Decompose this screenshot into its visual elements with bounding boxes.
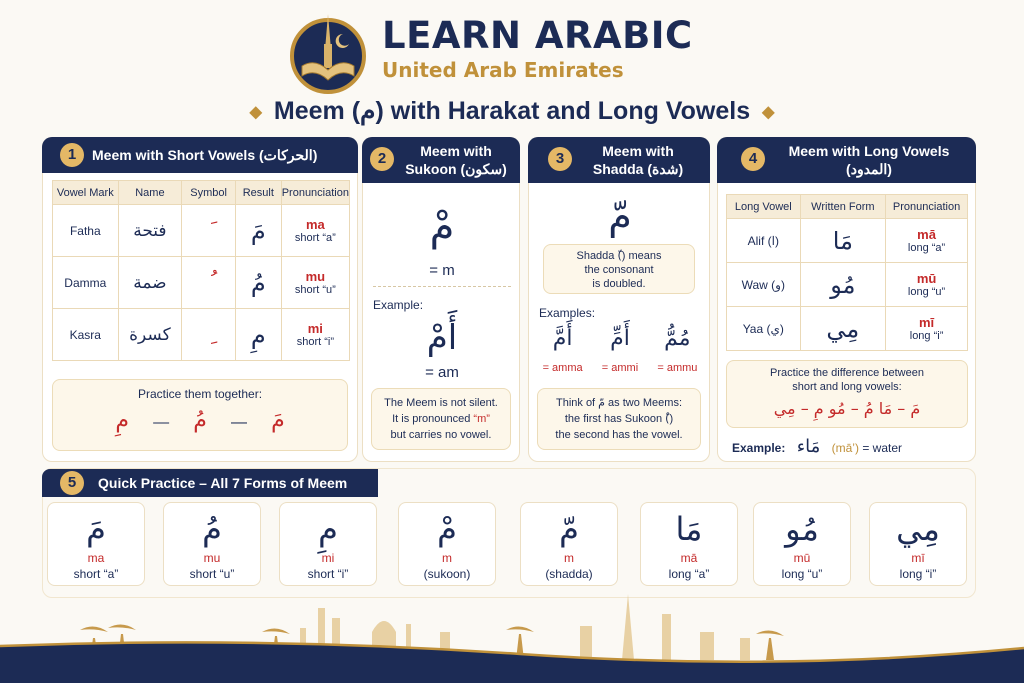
section-sukoon (362, 137, 520, 462)
shadda-examples (533, 326, 707, 374)
practice-together-box (52, 379, 348, 451)
vowel-mark: Damma (53, 257, 119, 309)
pronunciation (281, 309, 349, 361)
brand-country: United Arab Emirates (382, 58, 624, 82)
note-line: but carries no vowel. (390, 429, 492, 441)
think-note (537, 388, 701, 450)
pron-desc: long “a” (907, 242, 946, 254)
pron-roman: mī (918, 315, 935, 330)
diamond-left-icon: ◆ (249, 104, 262, 122)
example-word: أَمْ (426, 318, 458, 358)
practice-form: مِ (115, 408, 129, 433)
tile-roman: mi (321, 551, 335, 565)
tile-glyph: مْ (437, 510, 457, 548)
tile-roman: m (442, 551, 452, 565)
section-header (528, 137, 710, 183)
practice-forms (53, 407, 347, 433)
section-number: 4 (741, 147, 765, 171)
table-header-row (53, 181, 350, 205)
example-translit: = amma (542, 362, 583, 374)
practice-difference-box (726, 360, 968, 428)
practice-tile (47, 502, 145, 586)
pronunciation (886, 263, 968, 307)
note-line: the first has Sukoon (ْ) (564, 413, 674, 425)
info-line: is doubled. (592, 278, 646, 290)
section-title-line1: Meem with (420, 143, 492, 159)
example-item (543, 326, 583, 374)
tile-desc: short “u” (189, 567, 235, 581)
symbol-glyph (199, 270, 219, 295)
section-short-vowels (42, 137, 358, 462)
info-line: the consonant (584, 264, 654, 276)
tile-roman: ma (87, 551, 105, 565)
example-translit: (mā’) (831, 441, 859, 455)
tile-roman: mā (680, 551, 698, 565)
table-row (727, 307, 968, 351)
practice-line: short and long vowels: (792, 381, 902, 393)
table-row (727, 219, 968, 263)
pron-desc: short “i” (296, 336, 334, 348)
divider (373, 286, 511, 287)
page-title (0, 96, 1024, 126)
example-label: Example: (373, 298, 424, 312)
pron-desc: short “a” (294, 232, 336, 244)
practice-line: Practice the difference between (770, 367, 924, 379)
tile-roman: mī (911, 551, 925, 565)
info-line: Shadda (ّ) means (576, 250, 662, 262)
section-title-line2: Sukoon (سكون) (405, 161, 507, 177)
practice-tile (398, 502, 496, 586)
practice-tile (640, 502, 738, 586)
example-word: أَمِّ (610, 326, 630, 351)
section-number: 1 (60, 143, 84, 167)
long-vowel: Waw (و) (727, 263, 801, 307)
symbol-glyph (199, 218, 219, 243)
quick-practice-header (42, 469, 378, 497)
result-glyph: مُ (235, 257, 281, 309)
vowel-name: فتحة (118, 205, 182, 257)
practice-tile (279, 502, 377, 586)
tile-glyph: مَا (675, 510, 703, 548)
vowel-symbol (182, 257, 236, 309)
tile-desc: long “u” (781, 567, 823, 581)
written-form: مِي (800, 307, 886, 351)
example-word: مُمُّ (664, 326, 691, 351)
practice-label: Practice them together: (137, 387, 263, 401)
vowel-mark: Fatha (53, 205, 119, 257)
column-header: Symbol (182, 181, 236, 205)
tile-desc: long “i” (899, 567, 937, 581)
section-header (42, 137, 358, 173)
note-line (372, 411, 510, 427)
section-title-line1: Meem with (602, 143, 674, 159)
tile-roman: m (564, 551, 574, 565)
diamond-right-icon: ◆ (762, 104, 775, 122)
vowel-name: ضمة (118, 257, 182, 309)
example-word: أَمَّ (552, 326, 573, 351)
shadda-info (543, 244, 695, 294)
vowel-name: كسرة (118, 309, 182, 361)
tile-glyph: مَ (86, 510, 106, 548)
learn-arabic-logo (288, 10, 368, 94)
long-vowel: Alif (ا) (727, 219, 801, 263)
pron-roman: mi (307, 321, 323, 336)
column-header: Pronunciation (886, 195, 968, 219)
pronunciation (281, 205, 349, 257)
practice-form: مُ (193, 408, 207, 433)
section-title-line1: Meem with Long Vowels (788, 143, 950, 159)
example-translit: = ammi (601, 362, 639, 374)
result-glyph: مِ (235, 309, 281, 361)
column-header: Long Vowel (727, 195, 801, 219)
pron-desc: long “i” (909, 330, 944, 342)
vowel-symbol (182, 309, 236, 361)
note-text: It is pronounced (392, 413, 474, 425)
tile-glyph: مّ (559, 510, 579, 548)
sukoon-note (371, 388, 511, 450)
pron-roman: ma (305, 217, 325, 232)
section-shadda (528, 137, 710, 462)
pronunciation (886, 219, 968, 263)
section-long-vowels (717, 137, 976, 462)
dash: — (230, 414, 247, 431)
tile-roman: mū (793, 551, 811, 565)
vowel-symbol (182, 205, 236, 257)
water-example (732, 436, 902, 457)
tile-desc: (shadda) (545, 567, 593, 581)
practice-form: مَ (271, 408, 285, 433)
section-header (717, 137, 976, 183)
example-label: Example: (732, 441, 786, 455)
column-header: Name (118, 181, 182, 205)
tile-desc: long “a” (668, 567, 710, 581)
example-equals: = am (425, 364, 459, 381)
pronunciation (886, 307, 968, 351)
practice-tile (753, 502, 851, 586)
practice-tile (163, 502, 261, 586)
pron-desc: long “u” (907, 286, 946, 298)
pron-roman: mā (917, 227, 936, 242)
pronunciation (281, 257, 349, 309)
section-title: Quick Practice – All 7 Forms of Meem (98, 475, 348, 491)
page-title-text: Meem (م) with Harakat and Long Vowels (273, 97, 751, 125)
example-word: مَاء (796, 436, 821, 457)
examples-label: Examples: (539, 306, 596, 320)
column-header: Result (235, 181, 281, 205)
practice-pairs: مَ – مَا مُ – مُو مِ – مِي (773, 399, 921, 418)
column-header: Pronunciation (281, 181, 349, 205)
table-row (727, 263, 968, 307)
symbol-glyph (199, 322, 219, 347)
section-number: 5 (60, 471, 84, 495)
section-title: Meem with Short Vowels (الحركات) (92, 147, 318, 163)
vowel-mark: Kasra (53, 309, 119, 361)
tile-roman: mu (203, 551, 221, 565)
short-vowels-table (52, 180, 350, 361)
tile-glyph: مُ (202, 510, 222, 548)
section-number: 2 (370, 147, 394, 171)
pron-roman: mu (305, 269, 326, 284)
long-vowels-table (726, 194, 968, 351)
column-header: Vowel Mark (53, 181, 119, 205)
pron-desc: short “u” (294, 284, 336, 296)
written-form: مَا (800, 219, 886, 263)
section-title-line2: Shadda (شدة) (592, 161, 684, 177)
table-row (53, 205, 350, 257)
pron-roman: mū (916, 271, 937, 286)
note-highlight: “m” (473, 413, 490, 425)
brand-title: LEARN ARABIC (382, 14, 693, 57)
tile-desc: short “a” (73, 567, 119, 581)
tile-glyph: مِ (318, 510, 338, 548)
section-number: 3 (548, 147, 572, 171)
note-line: The Meem is not silent. (384, 397, 498, 409)
sukoon-glyph: مْ (429, 204, 455, 250)
section-title-line2: (المدود) (846, 161, 892, 177)
dash: — (153, 414, 170, 431)
result-glyph: مَ (235, 205, 281, 257)
tile-glyph: مِي (896, 510, 940, 548)
tile-desc: (sukoon) (423, 567, 471, 581)
tile-glyph: مُو (785, 510, 819, 548)
example-item (657, 326, 697, 374)
city-skyline-illustration (0, 588, 1024, 683)
table-row (53, 257, 350, 309)
example-meaning: = water (862, 441, 902, 455)
example-translit: = ammu (657, 362, 698, 374)
note-line: Think of مّ as two Meems: (555, 397, 683, 409)
written-form: مُو (800, 263, 886, 307)
shadda-glyph: مّ (608, 194, 632, 238)
tile-desc: short “i” (307, 567, 349, 581)
practice-tile (520, 502, 618, 586)
note-line: the second has the vowel. (555, 429, 683, 441)
table-row (53, 309, 350, 361)
practice-tile (869, 502, 967, 586)
table-header-row (727, 195, 968, 219)
example-item (602, 326, 638, 374)
column-header: Written Form (800, 195, 886, 219)
section-header (362, 137, 520, 183)
long-vowel: Yaa (ي) (727, 307, 801, 351)
sukoon-equals: = m (429, 262, 455, 279)
